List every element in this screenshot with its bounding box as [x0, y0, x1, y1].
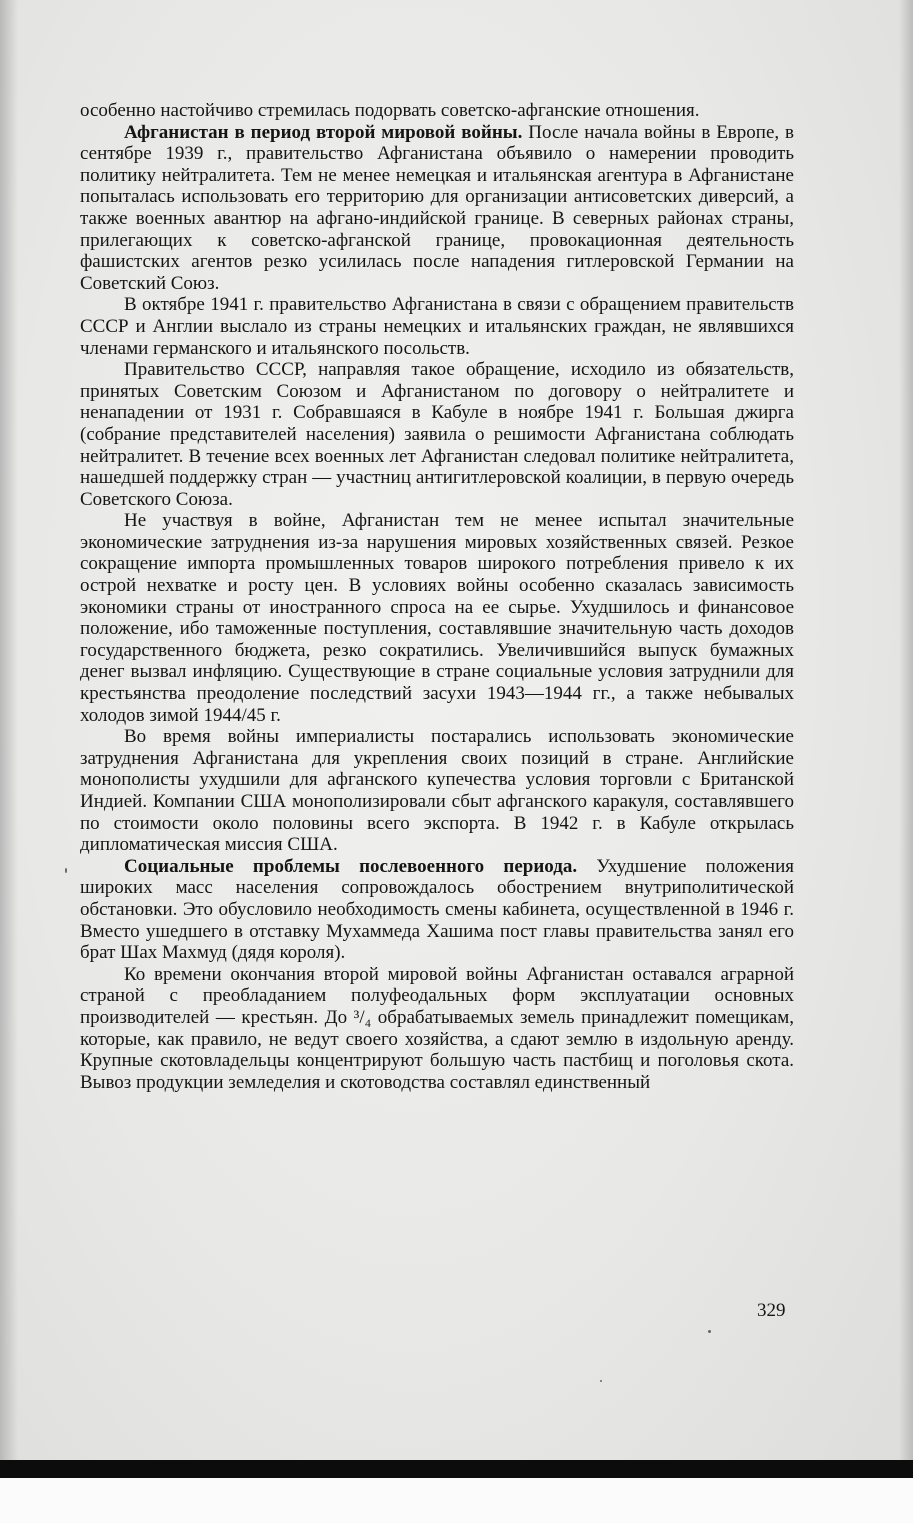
paragraph-text: В октябре 1941 г. правительство Афганистана в связи с обращением правительств СССР и Англии выслало из страны немецких и итальянских граждан, не являвшихся членами германского и итальянского посольств. — [80, 294, 794, 359]
paragraph-text: Правительство СССР, направляя такое обращение, исходило из обязательств, принятых Советским Союзом и Афганистаном по договору о нейтралитете и ненападении от 1931 г. Собравшаяся в Кабуле в ноябре 1941 г. Большая джирга (собрание представителей населения) заявила о решимости Афганистана соблюдать нейтралитет. В течение всех военных лет Афганистан следовал политике нейтралитета, нашедшей поддержку стран — участниц антигитлеровской коалиции, в первую очередь Советского Союза. — [80, 359, 794, 510]
paragraph-text: Не участвуя в войне, Афганистан тем не менее испытал значительные экономические затруднения из-за нарушения мировых хозяйственных связей. Резкое сокращение импорта промышленных товаров широкого потребления привело к их острой нехватке и росту цен. В условиях войны особенно сказалась зависимость экономики страны от иностранного спроса на ее сырье. Ухудшилось и финансовое положение, ибо таможенные поступления, составлявшие значительную часть доходов государственного бюджета, резко сократились. Увеличившийся выпуск бумажных денег вызвал инфляцию. Существующие в стране социальные условия затруднили для крестьянства преодоление последствий засухи 1943—1944 гг., а также небывалых холодов зимой 1944/45 г. — [80, 510, 794, 726]
paragraph-text: После начала войны в Европе, в сентябре 1939 г., правительство Афганистана объявило о намерении проводить политику нейтралитета. Тем не менее немецкая и итальянская агентура в Афганистане попыталась использовать его территорию для организации антисоветских диверсий, а также военных авантюр на афгано-индийской границе. В северных районах страны, прилегающих к советско-афганской границе, провокационная деятельность фашистских агентов резко усилилась после нападения гитлеровской Германии на Советский Союз. — [80, 121, 794, 294]
paragraph — [80, 122, 794, 295]
scan-speck — [65, 868, 67, 873]
section-heading-afghanistan-ww2: Афганистан в период второй мировой войны. — [124, 121, 523, 143]
paragraph-text: Во время войны империалисты постарались использовать экономические затруднения Афганистана для укрепления своих позиций в стране. Английские монополисты ухудшили для афганского купечества условия торговли с Британской Индией. Компании США монополизировали сбыт афганского каракуля, составлявшего по стоимости около половины всего экспорта. В 1942 г. в Кабуле открылась дипломатическая миссия США. — [80, 726, 794, 856]
section-heading-postwar-problems: Социальные проблемы послевоенного периода. — [124, 855, 578, 877]
page-number: 329 — [757, 1300, 786, 1321]
paragraph — [80, 964, 794, 1094]
paragraph — [80, 100, 794, 122]
binding-shadow — [0, 0, 18, 1460]
scan-margin-bottom — [0, 1478, 913, 1523]
paragraph — [80, 510, 794, 726]
scan-border-bottom — [0, 1460, 913, 1478]
paragraph — [80, 856, 794, 964]
paragraph-text: Ко времени окончания второй мировой войны Афганистан оставался аграрной страной с преобладанием полуфеодальных форм эксплуатации основных производителей — крестьян. До ³/₄ обрабатываемых земель принадлежит помещикам, которые, как правило, не ведут своего хозяйства, а сдают землю в издольную аренду. Крупные скотовладельцы концентрируют большую часть пастбищ и поголовья скота. Вывоз продукции земледелия и скотоводства составлял единственный — [80, 963, 794, 1093]
paragraph — [80, 726, 794, 856]
paragraph-text: Ухудшение положения широких масс населения сопровождалось обострением внутриполитической обстановки. Это обусловило необходимость смены кабинета, осуществленной в 1946 г. Вместо ушедшего в отставку Мухаммеда Хашима пост главы правительства занял его брат Шах Махмуд (дядя короля). — [80, 855, 794, 964]
page-edge-shadow — [899, 0, 913, 1460]
scan-speck — [708, 1330, 711, 1333]
body-text — [80, 100, 794, 1093]
scan-speck — [600, 1380, 602, 1382]
paragraph-text: особенно настойчиво стремилась подорвать советско-афганские отношения. — [80, 100, 700, 121]
paragraph — [80, 294, 794, 359]
paragraph — [80, 359, 794, 510]
